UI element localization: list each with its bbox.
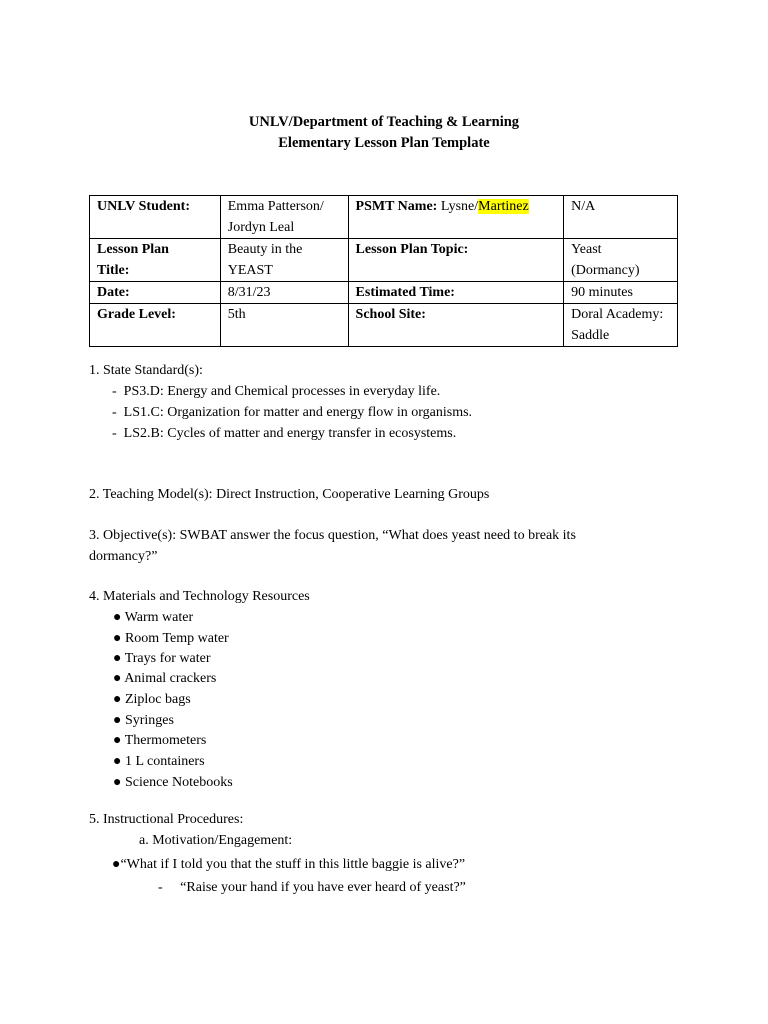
list-item: - LS2.B: Cycles of matter and energy transfer in ecosystems. — [112, 426, 457, 441]
site-value-line: Saddle — [571, 328, 610, 343]
list-item: - “Raise your hand if you have ever heard of yeast?” — [158, 880, 466, 895]
list-item: ● Science Notebooks — [113, 775, 233, 790]
engagement-question: “Raise your hand if you have ever heard of yeast?” — [180, 880, 466, 895]
section-5-heading: 5. Instructional Procedures: — [89, 812, 244, 827]
student-label: UNLV Student: — [90, 196, 221, 239]
title-value-line: YEAST — [227, 263, 273, 278]
site-label: School Site: — [348, 304, 564, 347]
psmt-extra: N/A — [564, 196, 678, 239]
material-item: Trays for water — [124, 651, 211, 666]
engagement-quote: “What if I told you that the stuff in this little baggie is alive?” — [120, 857, 466, 872]
psmt-value-highlight: Martinez — [478, 199, 529, 214]
student-value-line: Emma Patterson/ — [227, 199, 324, 214]
document-title: UNLV/Department of Teaching & Learning — [248, 114, 520, 130]
site-value — [564, 304, 678, 347]
material-item: Thermometers — [124, 733, 207, 748]
material-item: Animal crackers — [124, 671, 217, 686]
time-label: Estimated Time: — [348, 282, 564, 304]
student-value-line: Jordyn Leal — [227, 220, 295, 235]
grade-value: 5th — [220, 304, 348, 347]
psmt-label: PSMT Name: — [355, 199, 438, 214]
title-label-line: Title: — [97, 263, 130, 278]
section-5-sub-a: a. Motivation/Engagement: — [139, 833, 293, 848]
list-item: ● 1 L containers — [113, 754, 205, 769]
table-row — [90, 282, 678, 304]
list-item: ● Warm water — [113, 610, 194, 625]
section-4-heading: 4. Materials and Technology Resources — [89, 589, 310, 604]
date-label: Date: — [90, 282, 221, 304]
section-3-line: dormancy?” — [89, 549, 158, 564]
standard-item: LS1.C: Organization for matter and energy flow in organisms. — [123, 405, 473, 420]
grade-label: Grade Level: — [90, 304, 221, 347]
time-value: 90 minutes — [564, 282, 678, 304]
table-row — [90, 196, 678, 239]
table-row — [90, 304, 678, 347]
site-value-line: Doral Academy: — [571, 307, 664, 322]
topic-value-line: (Dormancy) — [571, 263, 640, 278]
list-item: ● Thermometers — [113, 733, 207, 748]
standard-item: LS2.B: Cycles of matter and energy transfer in ecosystems. — [123, 426, 457, 441]
material-item: Science Notebooks — [124, 775, 233, 790]
lesson-info-table — [89, 195, 678, 347]
title-value-line: Beauty in the — [227, 242, 303, 257]
section-2-text: 2. Teaching Model(s): Direct Instruction, Cooperative Learning Groups — [89, 487, 490, 502]
title-value — [220, 239, 348, 282]
material-item: Ziploc bags — [124, 692, 191, 707]
standard-item: PS3.D: Energy and Chemical processes in everyday life. — [123, 384, 441, 399]
list-item: ● Syringes — [113, 713, 174, 728]
topic-label: Lesson Plan Topic: — [348, 239, 564, 282]
psmt-value: Lysne/ — [440, 199, 479, 214]
topic-value — [564, 239, 678, 282]
section-1-heading: 1. State Standard(s): — [89, 363, 203, 378]
table-row — [90, 239, 678, 282]
material-item: Warm water — [124, 610, 194, 625]
section-3-line: 3. Objective(s): SWBAT answer the focus question, “What does yeast need to break its — [89, 528, 576, 543]
document-subtitle: Elementary Lesson Plan Template — [278, 135, 490, 151]
list-item: ● Room Temp water — [113, 631, 229, 646]
material-item: 1 L containers — [124, 754, 205, 769]
title-label — [90, 239, 221, 282]
list-item: - PS3.D: Energy and Chemical processes in everyday life. — [112, 384, 441, 399]
material-item: Syringes — [124, 713, 174, 728]
student-value — [220, 196, 348, 239]
list-item: ● Trays for water — [113, 651, 211, 666]
psmt-cell — [348, 196, 564, 239]
title-label-line: Lesson Plan — [97, 242, 169, 257]
topic-value-line: Yeast — [571, 242, 602, 257]
material-item: Room Temp water — [124, 631, 229, 646]
list-item: ●“What if I told you that the stuff in this little baggie is alive?” — [112, 857, 466, 872]
date-value: 8/31/23 — [220, 282, 348, 304]
list-item: - LS1.C: Organization for matter and energy flow in organisms. — [112, 405, 473, 420]
list-item: ● Animal crackers — [113, 671, 217, 686]
list-item: ● Ziploc bags — [113, 692, 191, 707]
